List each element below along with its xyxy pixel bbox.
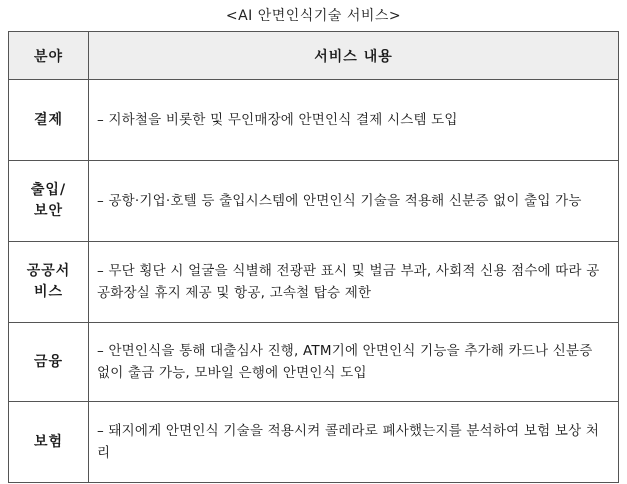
field-cell [9,323,89,402]
field-label: 결제 [33,111,64,128]
table-header-row [9,32,619,80]
field-label: 보험 [33,433,64,450]
field-cell [9,402,89,483]
service-table [8,31,619,483]
content-cell: – 공항·기업·호텔 등 출입시스템에 안면인식 기술을 적용해 신분증 없이 출입 가능 [89,161,619,242]
field-cell [9,242,89,323]
table-row [9,402,619,483]
field-label: 비스 [33,284,64,300]
content-cell: – 안면인식을 통해 대출심사 진행, ATM기에 안면인식 기능을 추가해 카드나 신분증 없이 출금 가능, 모바일 은행에 안면인식 도입 [89,323,619,402]
table-row [9,242,619,323]
content-cell: – 무단 횡단 시 얼굴을 식별해 전광판 표시 및 벌금 부과, 사회적 신용 점수에 따라 공공화장실 휴지 제공 및 항공, 고속철 탑승 제한 [89,242,619,323]
table-row [9,323,619,402]
content-cell: – 지하철을 비롯한 및 무인매장에 안면인식 결제 시스템 도입 [89,80,619,161]
field-label: 공공서 [26,263,71,279]
field-label: 보안 [33,203,64,219]
field-cell [9,80,89,161]
content-cell: – 돼지에게 안면인식 기술을 적용시켜 콜레라로 폐사했는지를 분석하여 보험 보상 처리 [89,402,619,483]
header-content: 서비스 내용 [89,32,619,80]
header-field: 분야 [9,32,89,80]
table-caption: <AI 안면인식기술 서비스> [225,8,402,24]
table-row [9,80,619,161]
table-row [9,161,619,242]
field-label: 금융 [33,353,64,370]
field-label: 출입/ [30,182,67,198]
field-cell [9,161,89,242]
